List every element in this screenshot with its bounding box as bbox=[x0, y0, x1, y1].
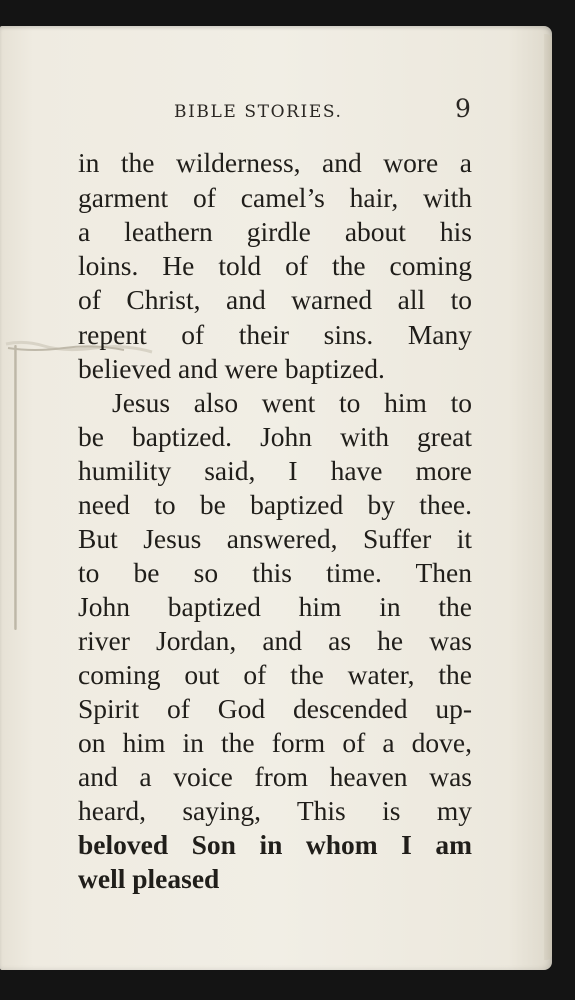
text-line: river Jordan, and as he was bbox=[78, 625, 472, 656]
text-line: repent of their sins. Many bbox=[78, 319, 472, 350]
text-line: and a voice from heaven was bbox=[78, 761, 472, 792]
text-line: heard, saying, This is my bbox=[78, 795, 472, 826]
text-line: a leathern girdle about his bbox=[78, 216, 472, 247]
text-line: in the wilderness, and wore a bbox=[78, 147, 472, 178]
text-line: Jesus also went to him to bbox=[112, 387, 472, 418]
text-line: be baptized. John with great bbox=[78, 421, 472, 452]
text-line: on him in the form of a dove, bbox=[78, 727, 472, 758]
text-line: of Christ, and warned all to bbox=[78, 284, 472, 315]
text-line: to be so this time. Then bbox=[78, 557, 472, 588]
text-line: garment of camel’s hair, with bbox=[78, 182, 472, 213]
text-line: John baptized him in the bbox=[78, 591, 472, 622]
text-line: beloved Son in whom I am bbox=[78, 829, 472, 860]
page-number: 9 bbox=[455, 94, 471, 123]
text-line: humility said, I have more bbox=[78, 455, 472, 486]
text-line: coming out of the water, the bbox=[78, 659, 472, 690]
text-line: believed and were baptized. bbox=[78, 353, 385, 384]
text-line: well pleased bbox=[78, 863, 220, 894]
text-line: need to be baptized by thee. bbox=[78, 489, 472, 520]
running-head: BIBLE STORIES. bbox=[174, 102, 343, 122]
text-line: But Jesus answered, Suffer it bbox=[78, 523, 472, 554]
text-line: loins. He told of the coming bbox=[78, 250, 472, 281]
text-line: Spirit of God descended up- bbox=[78, 693, 472, 724]
